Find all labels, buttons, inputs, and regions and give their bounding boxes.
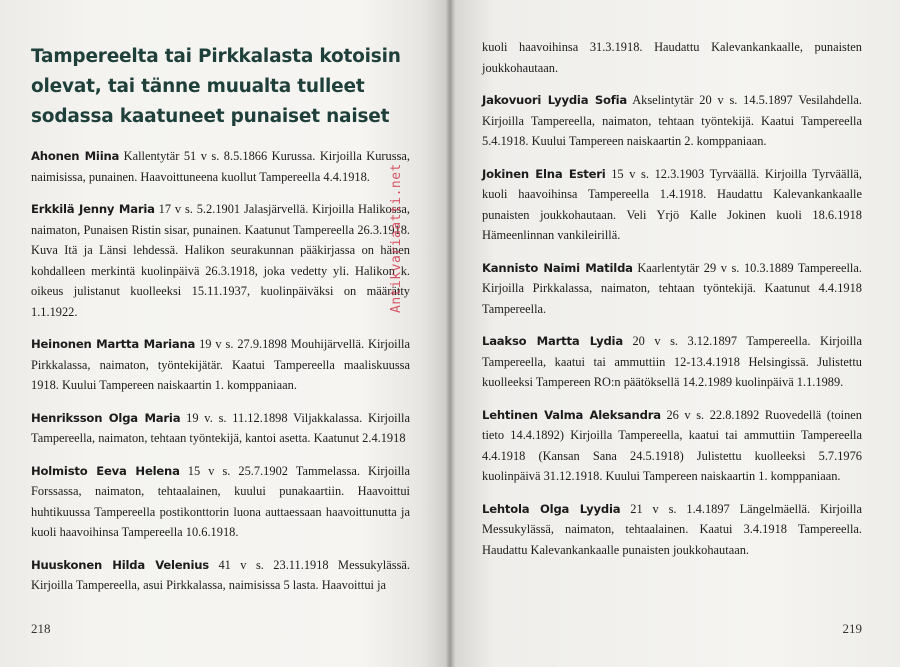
entry-text: 19 v. s. 11.12.1898 Viljakkalassa. Kirjoilla Tampereella, naimaton, tehtaan työntekijä, kantoi asetta. Kaatunut 2.4.1918 bbox=[31, 410, 410, 445]
entry bbox=[31, 334, 410, 396]
section-heading: Tampereelta tai Pirkkalasta kotoisin olevat, tai tänne muualta tulleet sodassa kaatuneet punaiset naiset bbox=[31, 46, 401, 127]
entry-text: 15 v s. 25.7.1902 Tammelassa. Kirjoilla Forssassa, naimaton, tehtaalainen, kuului punakaartiin. Haavoittui huhtikuussa Tampereella postikonttorin luona auttaessaan haavoittunutta ja kuoli haavoihinsa Tampereella 10.6.1918. bbox=[31, 463, 410, 539]
entry-name: Heinonen Martta Mariana bbox=[31, 337, 196, 351]
entry-text: 17 v s. 5.2.1901 Jalasjärvellä. Kirjoilla Halikossa, naimaton, Punaisen Ristin sisar, punainen. Kaatunut Tampereella 26.3.1918. Kuva Itä ja Länsi lehdessä. Halikon seurakunnan pääkirjassa on hänen kohdalleen merkintä kuolinpäivä 26.3.1918, joka vedetty yli. Halikon k. oikeus julistanut kuolleeksi 15.11.1937, kuolinpäiväksi on määrätty 1.1.1922. bbox=[31, 202, 410, 319]
page-number: 218 bbox=[31, 621, 51, 636]
entry-text: Akselintytär 20 v s. 14.5.1897 Vesilahdella. Kirjoilla Tampereella, naimaton, tehtaan työntekijä. Kaatui Tampereella 5.4.1918. Kuului Tampereen naiskaartin 2. komppaniaan. bbox=[482, 93, 862, 148]
entry bbox=[482, 405, 862, 487]
entry-name: Huuskonen Hilda Velenius bbox=[31, 557, 210, 572]
entry-name: Jokinen Elna Esteri bbox=[482, 166, 606, 181]
watermark: Antikvariaatti.net bbox=[389, 163, 404, 313]
entry-text: 19 v s. 27.9.1898 Mouhijärvellä. Kirjoilla Pirkkalassa, naimaton, työntekijätär. Kaatui Tampereella maaliskuussa 1918. Kuului Tampereen naiskaartin 1. komppaniaan. bbox=[31, 337, 410, 392]
entry-continuation bbox=[482, 37, 862, 78]
entry-name: Jakovuori Lyydia Sofia bbox=[482, 93, 628, 107]
entry bbox=[482, 164, 862, 246]
entry bbox=[31, 146, 410, 187]
entry-name: Kannisto Naimi Matilda bbox=[482, 260, 633, 275]
entry-name: Laakso Martta Lydia bbox=[482, 334, 623, 348]
entry-text: 20 v s. 3.12.1897 Tampereella. Kirjoilla Tampereella, kaatui tai ammuttiin 12-13.4.1918 Helsingissä. Julistettu kuolleeksi Tampereen RO:n päätöksellä 14.2.1989 kuolinpäivä 1.1.1989. bbox=[482, 334, 862, 389]
entry-name: Lehtola Olga Lyydia bbox=[482, 501, 621, 516]
page-number: 219 bbox=[842, 621, 862, 636]
entry-text: Kallentytär 51 v s. 8.5.1866 Kurussa. Kirjoilla Kurussa, naimisissa, punainen. Haavoittuneena kuollut Tampereella 4.4.1918. bbox=[31, 149, 410, 184]
entry-name: Erkkilä Jenny Maria bbox=[31, 202, 155, 216]
entry-name: Ahonen Miina bbox=[31, 149, 120, 163]
entry-name: Henriksson Olga Maria bbox=[31, 410, 181, 425]
entry-text: 26 v s. 22.8.1892 Ruovedellä (toinen tieto 14.4.1892) Kirjoilla Tampereella, kaatui tai ammuttiin Tampereella 4.4.1918 (Kansan Sana 24.5.1918) Julistettu kuolleeksi 5.7.1976 kuolinpäivä 31.12.1918. Kuului Tampereen naiskaartin 1. komppaniaan. bbox=[482, 407, 862, 483]
entry-name: Holmisto Eeva Helena bbox=[31, 463, 180, 478]
entry-text: kuoli haavoihinsa 31.3.1918. Haudattu Kalevankankaalle, punaisten joukkohautaan. bbox=[482, 40, 862, 75]
entry-text: Kaarlentytär 29 v s. 10.3.1889 Tampereella. Kirjoilla Pirkkalassa, naimaton, tehtaan työntekijä. Kaatunut 4.4.1918 Tampereella. bbox=[482, 260, 862, 316]
entry-text: 41 v s. 23.11.1918 Messukylässä. Kirjoilla Tampereella, asui Pirkkalassa, naimisissa 5 lasta. Haavoittui ja bbox=[31, 557, 410, 592]
entry bbox=[31, 408, 410, 449]
entry bbox=[482, 258, 862, 320]
entry bbox=[482, 90, 862, 152]
entry-text: 21 v s. 1.4.1897 Längelmäellä. Kirjoilla Messukylässä, naimaton, tehtaalainen. Kaatui 3.4.1918 Tampereella. Haudattu Kalevankankaalle punaisten joukkohautaan. bbox=[482, 501, 862, 557]
entry bbox=[31, 555, 410, 596]
entry-name: Lehtinen Valma Aleksandra bbox=[482, 407, 661, 422]
entry bbox=[482, 499, 862, 561]
entry bbox=[31, 199, 410, 322]
entry bbox=[31, 461, 410, 543]
entry bbox=[482, 331, 862, 393]
right-page bbox=[455, 0, 900, 667]
entry-text: 15 v s. 12.3.1903 Tyrväällä. Kirjoilla Tyrväällä, kuoli haavoihinsa Tampereella 1.4.1918. Haudattu Kalevankankaalle punaisten joukkohautaan. Veli Yrjö Kalle Jokinen kuoli 18.6.1918 Hämeenlinnan vankileirillä. bbox=[482, 166, 862, 242]
